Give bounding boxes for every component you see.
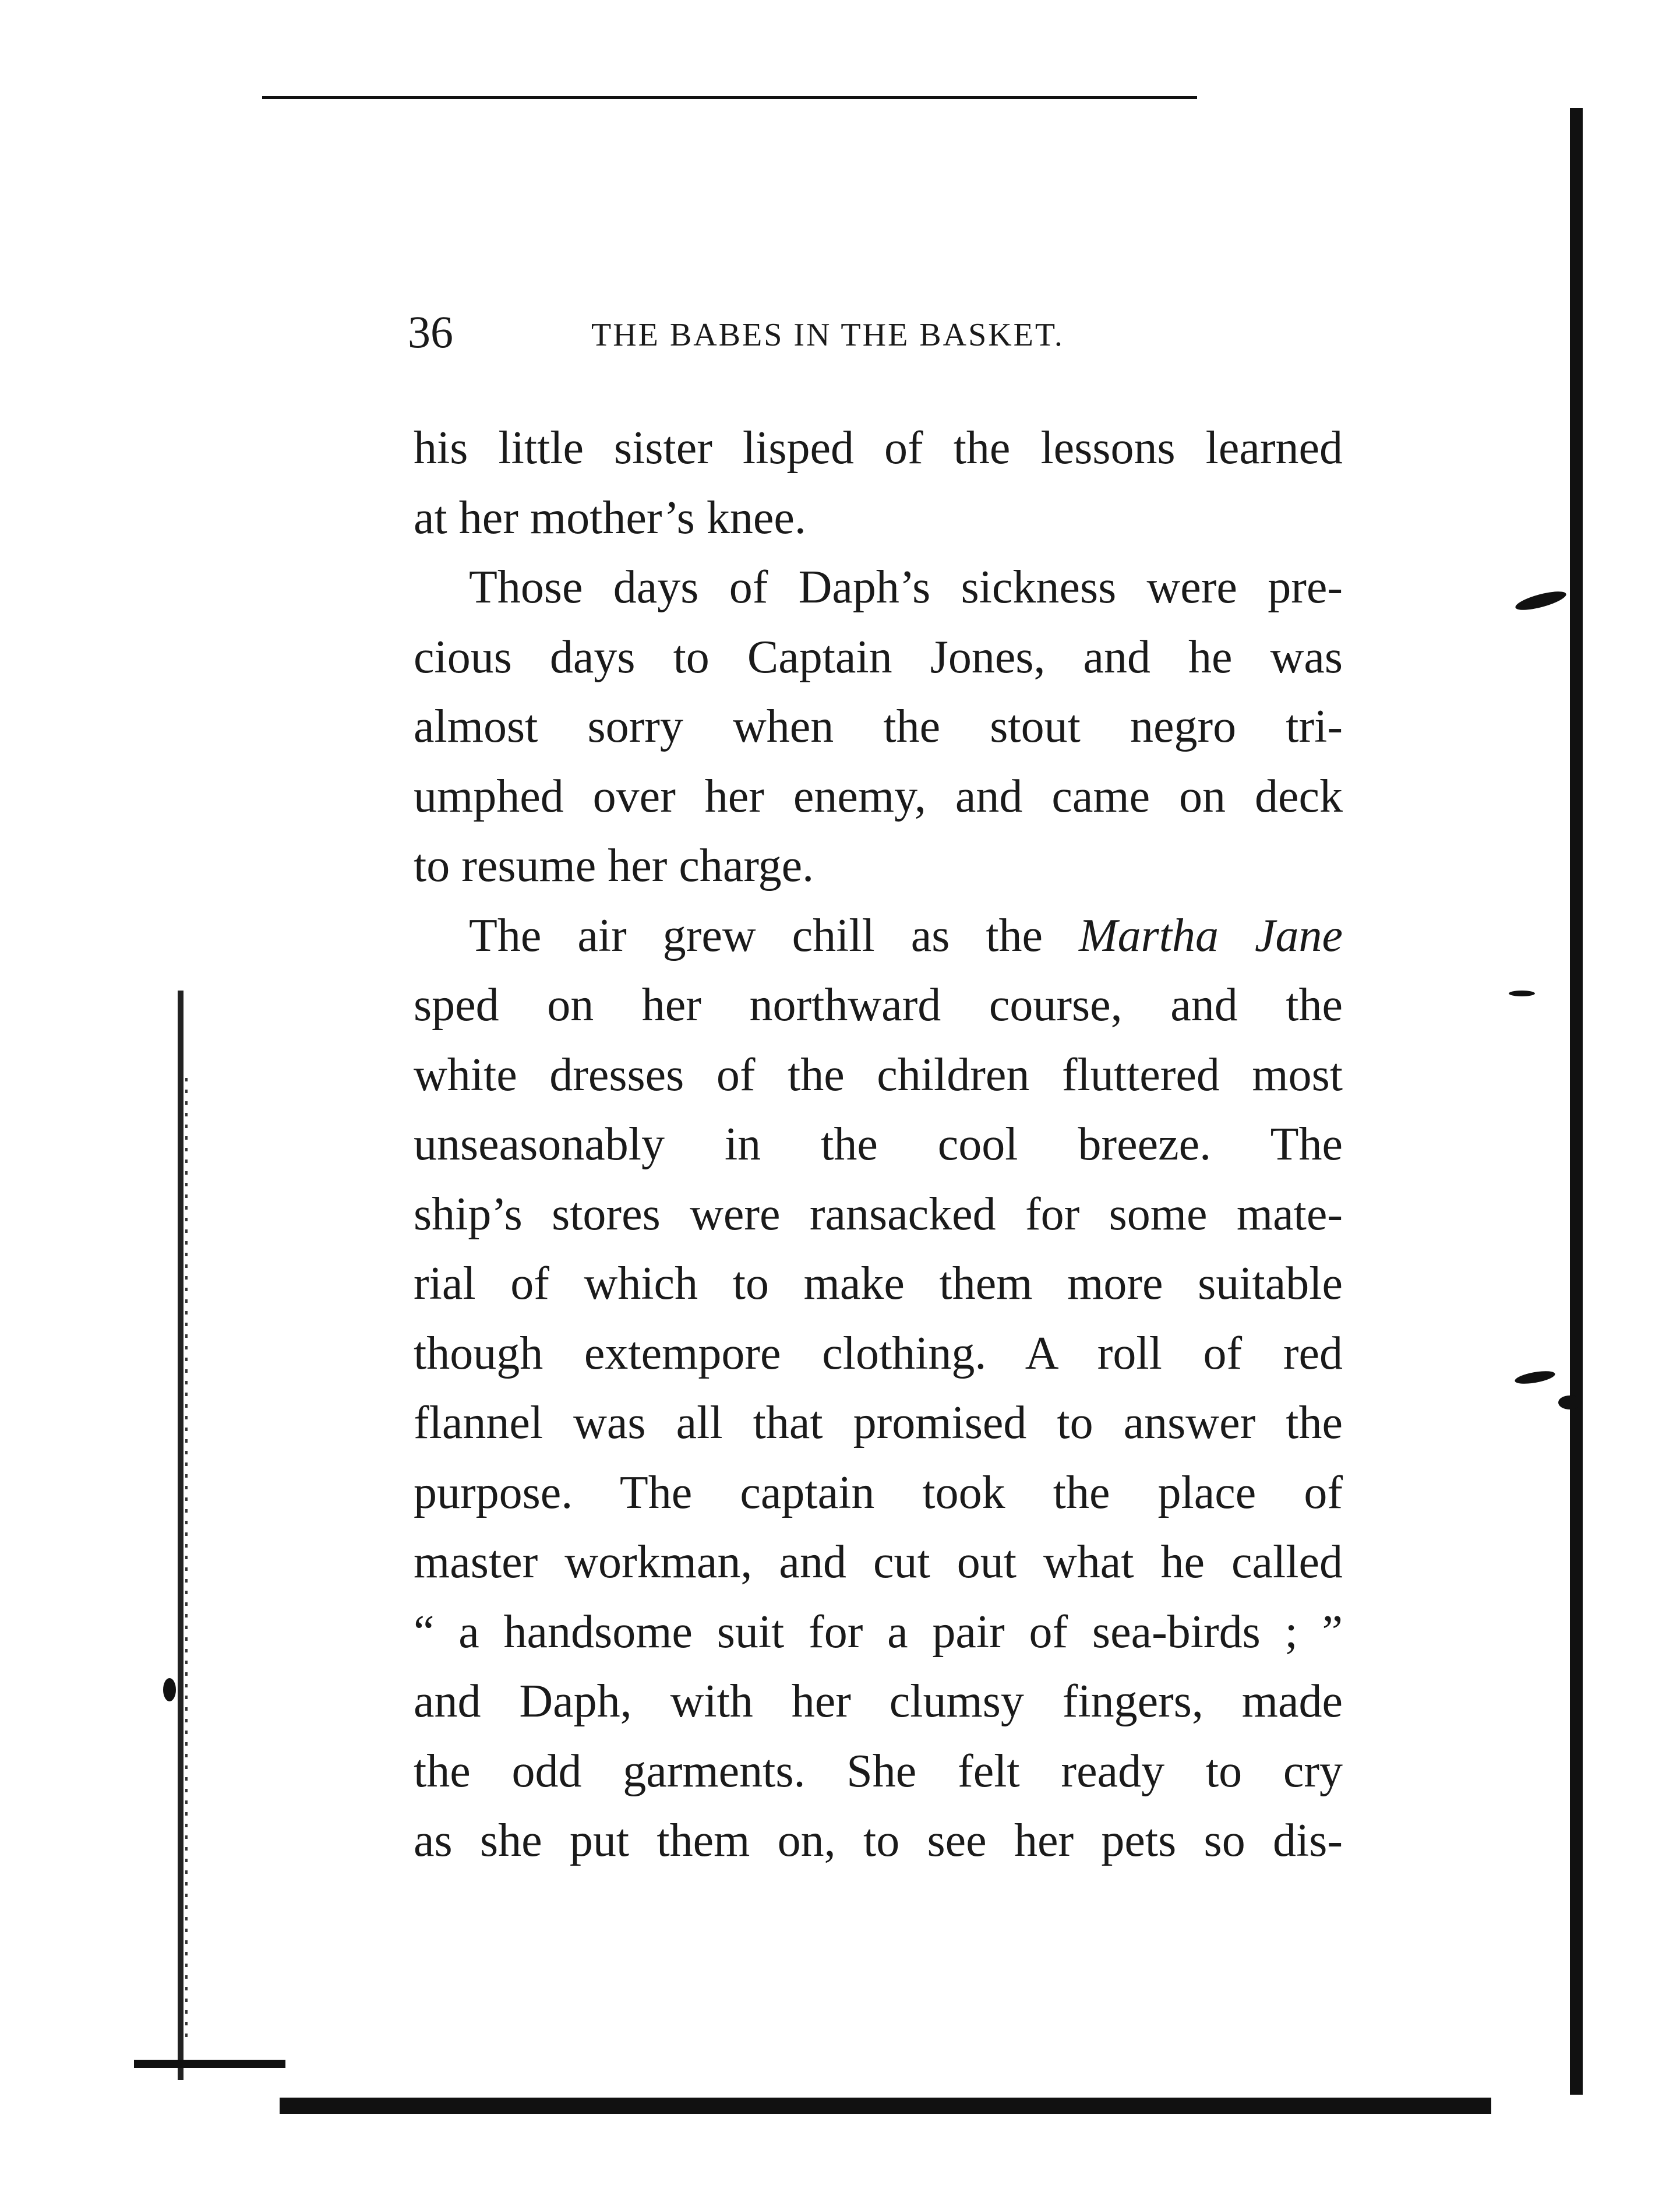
- text-line: though extempore clothing. A roll of red: [414, 1327, 1343, 1379]
- text-line: master workman, and cut out what he called: [414, 1536, 1343, 1588]
- text-line: sped on her northward course, and the: [414, 979, 1343, 1031]
- text-line: ship’s stores were ransacked for some mate-: [414, 1188, 1343, 1240]
- running-header: [408, 303, 1165, 361]
- ship-name: Martha Jane: [1079, 910, 1343, 961]
- text-line: unseasonably in the cool breeze. The: [414, 1119, 1343, 1170]
- text-line: purpose. The captain took the place of: [414, 1467, 1343, 1518]
- text-line: at her mother’s knee.: [414, 492, 806, 544]
- text-line: to resume her charge.: [414, 840, 814, 891]
- text-line: Those days of Daph’s sickness were pre-: [469, 562, 1343, 613]
- ink-smudge: [1509, 991, 1535, 996]
- page-edge-left: [178, 991, 183, 2080]
- page-number: 36: [408, 306, 453, 357]
- ink-smudge: [1514, 1369, 1556, 1386]
- text-line: “ a handsome suit for a pair of sea-birds ; ”: [414, 1606, 1343, 1658]
- text-line-segment: The air grew chill as the: [469, 910, 1043, 961]
- text-line: umphed over her enemy, and came on deck: [414, 770, 1343, 822]
- ink-smudge: [1514, 588, 1568, 614]
- ink-smudge: [163, 1678, 176, 1701]
- text-line: his little sister lisped of the lessons learned: [414, 422, 1343, 474]
- text-line: white dresses of the children fluttered most: [414, 1049, 1343, 1101]
- text-line: almost sorry when the stout negro tri-: [414, 701, 1343, 752]
- bottom-rule: [280, 2098, 1491, 2114]
- bottom-rule-left: [134, 2060, 285, 2068]
- text-line: rial of which to make them more suitable: [414, 1258, 1343, 1309]
- text-line: the odd garments. She felt ready to cry: [414, 1745, 1343, 1797]
- page-edge-dots: [185, 1078, 188, 2039]
- text-line: as she put them on, to see her pets so dis-: [414, 1815, 1343, 1866]
- text-line: flannel was all that promised to answer the: [414, 1397, 1343, 1449]
- body-text: [414, 414, 1343, 1876]
- text-line: [414, 901, 1343, 971]
- page-edge-right: [1570, 108, 1583, 2095]
- ink-smudge: [1558, 1395, 1582, 1409]
- text-line: cious days to Captain Jones, and he was: [414, 631, 1343, 683]
- top-rule: [262, 96, 1197, 99]
- text-line: and Daph, with her clumsy fingers, made: [414, 1676, 1343, 1727]
- running-title: THE BABES IN THE BASKET.: [591, 317, 1064, 353]
